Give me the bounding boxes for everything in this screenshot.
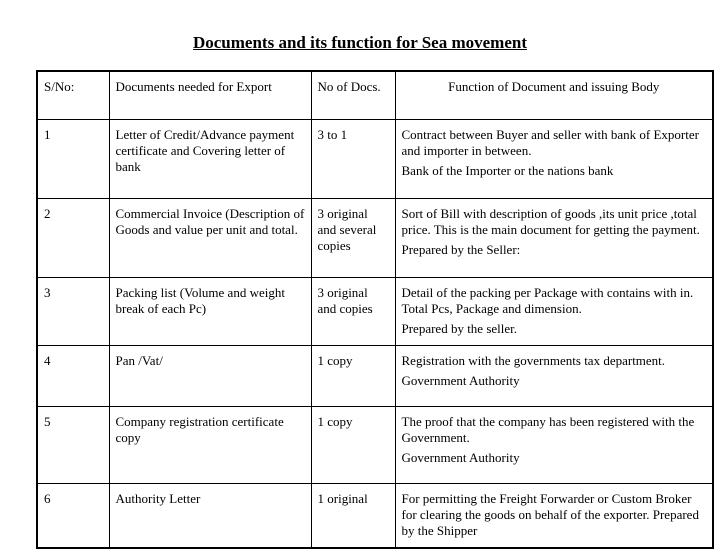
row-document: Company registration certificate copy [109, 407, 311, 484]
header-sno: S/No: [37, 71, 109, 120]
function-paragraph: Prepared by the seller. [401, 321, 518, 336]
function-paragraph: Prepared by the Seller: [401, 242, 521, 257]
header-documents: Documents needed for Export [109, 71, 311, 120]
function-paragraph: Government Authority [401, 450, 520, 465]
row-function [395, 199, 713, 278]
row-sno: 2 [37, 199, 109, 278]
row-document: Letter of Credit/Advance payment certificate and Covering letter of bank [109, 120, 311, 199]
row-sno: 5 [37, 407, 109, 484]
table-row [37, 120, 713, 199]
header-no-of-docs: No of Docs. [311, 71, 395, 120]
row-sno: 6 [37, 484, 109, 549]
page-title: Documents and its function for Sea movement [192, 33, 527, 52]
row-no-of-docs: 3 original and several copies [311, 199, 395, 278]
function-paragraph: Sort of Bill with description of goods ,its unit price ,total price. This is the main document for getting the payment. [401, 206, 700, 237]
row-document: Packing list (Volume and weight break of each Pc) [109, 278, 311, 346]
function-paragraph: Detail of the packing per Package with contains with in. Total Pcs, Package and dimension. [401, 285, 694, 316]
row-no-of-docs: 1 original [311, 484, 395, 549]
documents-table [36, 70, 714, 549]
table-row [37, 346, 713, 407]
row-function [395, 120, 713, 199]
function-paragraph: Registration with the governments tax department. [401, 353, 666, 368]
row-document: Commercial Invoice (Description of Goods and value per unit and total. [109, 199, 311, 278]
row-sno: 1 [37, 120, 109, 199]
row-no-of-docs: 3 original and copies [311, 278, 395, 346]
table-row [37, 407, 713, 484]
table-row [37, 278, 713, 346]
table-row [37, 484, 713, 549]
row-sno: 3 [37, 278, 109, 346]
row-function [395, 346, 713, 407]
table-header-row [37, 71, 713, 120]
row-function [395, 407, 713, 484]
row-sno: 4 [37, 346, 109, 407]
function-paragraph: Government Authority [401, 373, 520, 388]
row-no-of-docs: 3 to 1 [311, 120, 395, 199]
function-paragraph: Contract between Buyer and seller with bank of Exporter and importer in between. [401, 127, 699, 158]
function-paragraph: The proof that the company has been registered with the Government. [401, 414, 695, 445]
row-no-of-docs: 1 copy [311, 407, 395, 484]
function-paragraph: For permitting the Freight Forwarder or Custom Broker for clearing the goods on behalf of the exporter. Prepared by the Shipper [401, 491, 699, 538]
row-function [395, 278, 713, 346]
function-paragraph: Bank of the Importer or the nations bank [401, 163, 614, 178]
row-document: Authority Letter [109, 484, 311, 549]
row-function [395, 484, 713, 549]
table-row [37, 199, 713, 278]
row-document: Pan /Vat/ [109, 346, 311, 407]
header-function: Function of Document and issuing Body [395, 71, 713, 120]
row-no-of-docs: 1 copy [311, 346, 395, 407]
